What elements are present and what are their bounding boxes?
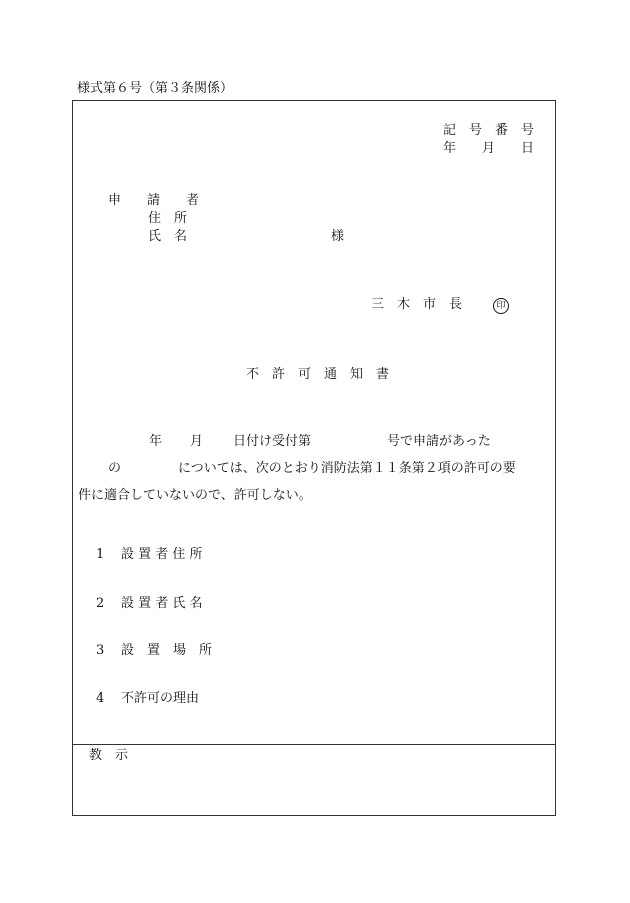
body-line-2: については、次のとおり消防法第１１条第２項の許可の要: [178, 461, 516, 476]
body-month: 月: [190, 434, 204, 449]
item-1-number: 1: [96, 547, 105, 562]
item-2-number: 2: [96, 596, 105, 611]
item-1-label: 設 置 者 住 所: [121, 547, 203, 562]
date-label: 年 月 日: [443, 141, 535, 156]
item-4-label: 不許可の理由: [121, 691, 200, 706]
issuer-name: 三 木 市 長: [371, 297, 463, 312]
item-2-label: 設 置 者 氏 名: [121, 596, 203, 611]
notice-label: 教 示: [89, 748, 129, 763]
applicant-name-label: 氏 名: [148, 229, 188, 244]
body-line-3: 件に適合していないので、許可しない。: [78, 488, 312, 503]
applicant-honorific: 様: [331, 229, 345, 244]
body-no-particle: の: [108, 461, 122, 476]
form-number-label: 様式第６号（第３条関係）: [77, 81, 234, 96]
seal-mark: [493, 297, 509, 314]
body-application-label: 号で申請があった: [387, 434, 491, 449]
reference-number-label: 記 号 番 号: [443, 123, 535, 138]
seal-icon: 印: [493, 298, 509, 314]
applicant-heading: 申 請 者: [108, 193, 200, 208]
document-title: 不 許 可 通 知 書: [246, 367, 390, 382]
item-3-label: 設 置 場 所: [121, 643, 213, 658]
item-3-number: 3: [96, 643, 105, 658]
notice-divider: [72, 744, 556, 745]
body-received-label: 日付け受付第: [233, 434, 312, 449]
applicant-address-label: 住 所: [148, 211, 188, 226]
body-year: 年: [149, 434, 163, 449]
item-4-number: 4: [96, 691, 105, 706]
